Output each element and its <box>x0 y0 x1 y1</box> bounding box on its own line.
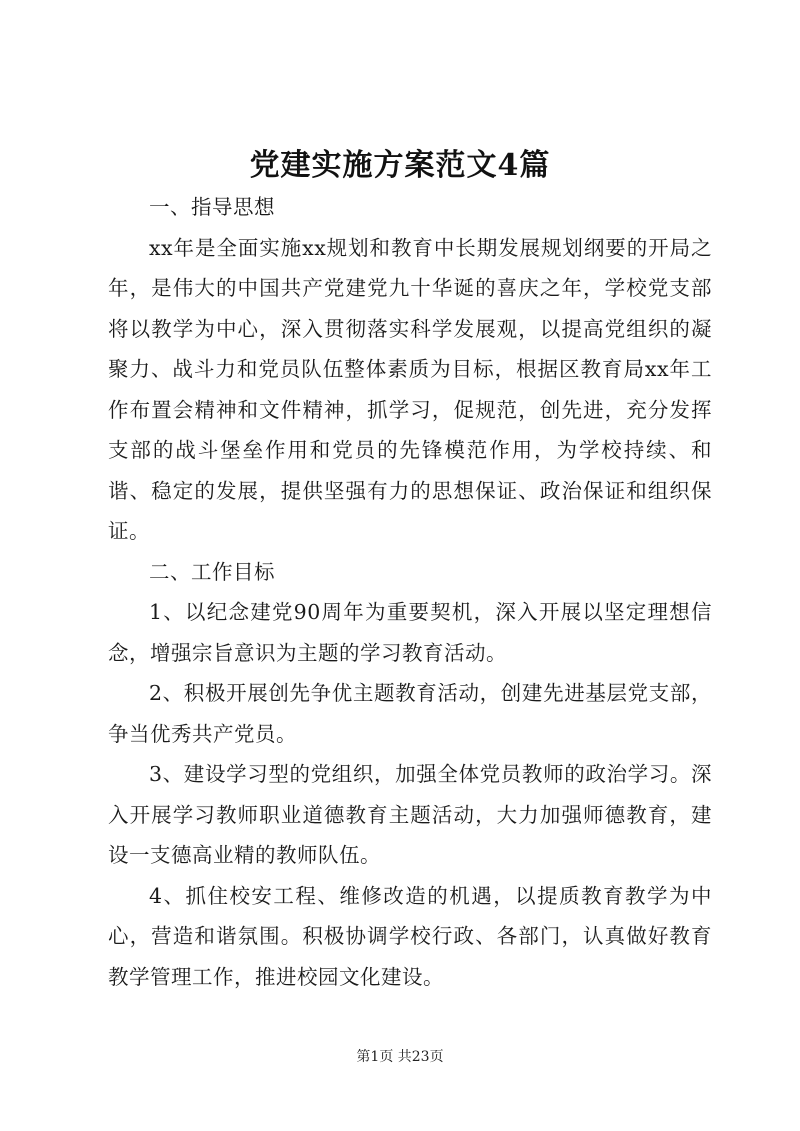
page-footer <box>0 1046 800 1066</box>
paragraph: 4、抓住校安工程、维修改造的机遇，以提质教育教学为中心，营造和谐氛围。积极协调学校行政、各部门，认真做好教育教学管理工作，推进校园文化建设。 <box>108 883 712 989</box>
document-title: 党建实施方案范文4篇 <box>249 148 551 183</box>
document-body <box>108 187 712 997</box>
paragraph: 3、建设学习型的党组织，加强全体党员教师的政治学习。深入开展学习教师职业道德教育主题活动，大力加强师德教育，建设一支德高业精的教师队伍。 <box>108 762 712 867</box>
paragraph: 1、以纪念建党90周年为重要契机，深入开展以坚定理想信念，增强宗旨意识为主题的学习教育活动。 <box>108 600 712 665</box>
section-heading: 一、指导思想 <box>149 195 275 219</box>
section-heading: 二、工作目标 <box>149 559 275 584</box>
page-number: 第1页 共23页 <box>356 1049 444 1065</box>
paragraph: 2、积极开展创先争优主题教育活动，创建先进基层党支部，争当优秀共产党员。 <box>108 681 712 746</box>
paragraph: xx年是全面实施xx规划和教育中长期发展规划纲要的开局之年，是伟大的中国共产党建党九十华诞的喜庆之年，学校党支部将以教学为中心，深入贯彻落实科学发展观，以提高党组织的凝聚力、战斗力和党员队伍整体素质为目标，根据区教育局xx年工作布置会精神和文件精神，抓学习，促规范，创先进，充分发挥支部的战斗堡垒作用和党员的先锋模范作用，为学校持续、和谐、稳定的发展，提供坚强有力的思想保证、政治保证和组织保证。 <box>108 235 712 543</box>
